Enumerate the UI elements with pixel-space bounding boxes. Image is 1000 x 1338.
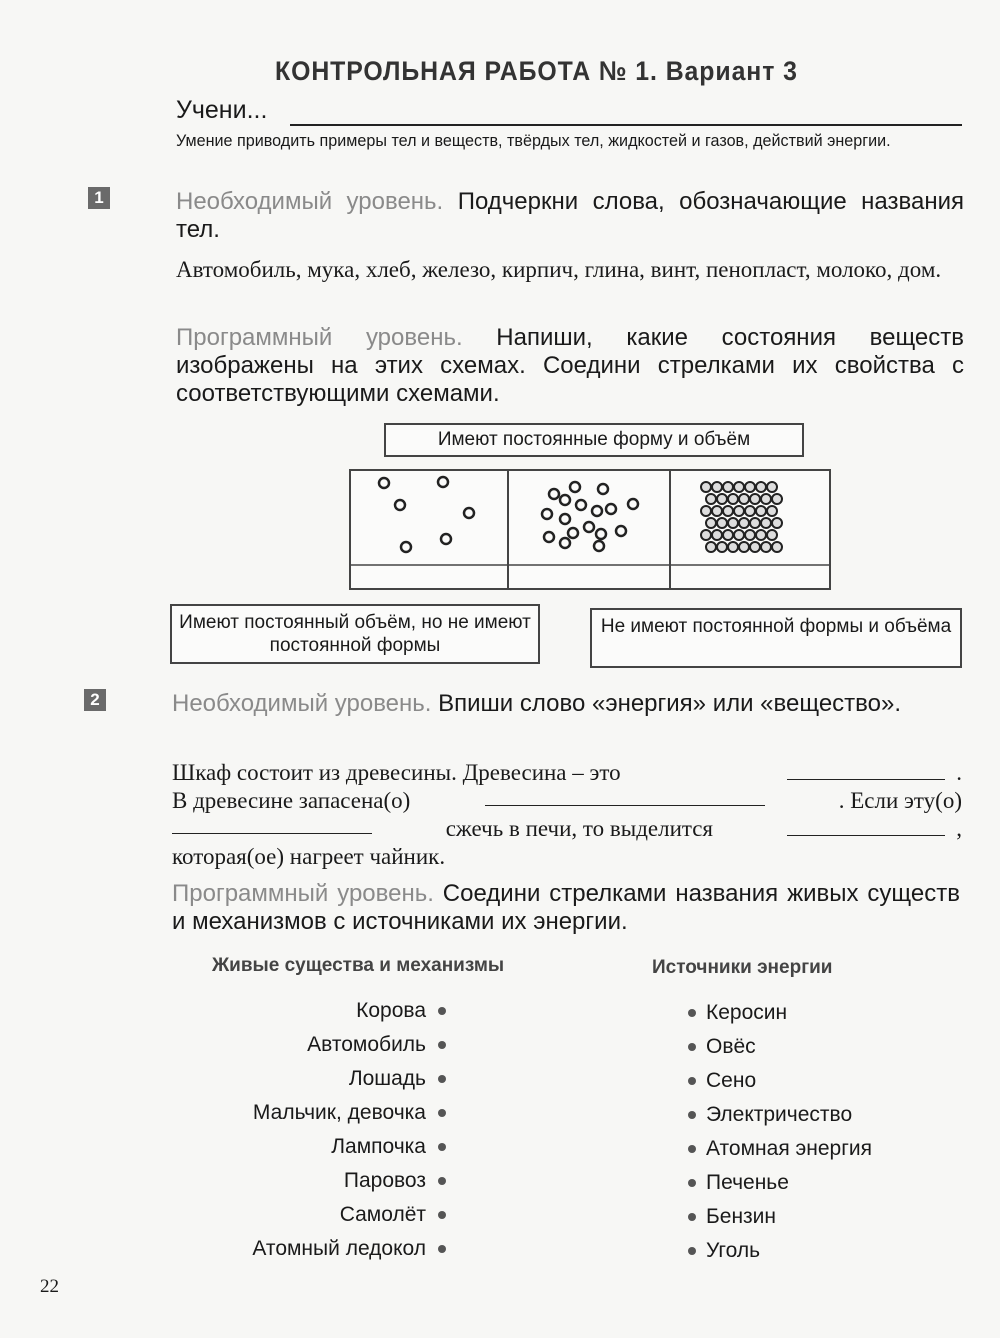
- left-column-header: Живые существа и механизмы: [212, 955, 505, 976]
- task-number-badge: 1: [88, 187, 110, 209]
- living-or-mechanism-item[interactable]: [252, 1164, 446, 1198]
- solid-particle: [750, 494, 760, 504]
- sentence-part: Шкаф состоит из древесины. Древесина – это: [172, 760, 621, 785]
- solid-particle: [772, 494, 782, 504]
- solid-particle: [767, 530, 777, 540]
- item-label: Мальчик, девочка: [252, 1101, 426, 1124]
- solid-particle: [717, 494, 727, 504]
- solid-particle: [734, 506, 744, 516]
- connector-dot-icon[interactable]: [688, 1077, 696, 1085]
- solid-particle: [734, 482, 744, 492]
- solid-particle: [706, 494, 716, 504]
- solid-particle: [750, 542, 760, 552]
- solid-particle: [717, 518, 727, 528]
- solid-particle: [745, 506, 755, 516]
- living-or-mechanism-item[interactable]: [252, 1198, 446, 1232]
- answer-blank[interactable]: [172, 815, 372, 834]
- connector-dot-icon[interactable]: [688, 1179, 696, 1187]
- property-box-gas[interactable]: Не имеют постоянной формы и объёма: [590, 608, 962, 668]
- connector-dot-icon[interactable]: [438, 1041, 446, 1049]
- right-items-list: [688, 996, 872, 1268]
- student-name-line[interactable]: [290, 124, 962, 126]
- connector-dot-icon[interactable]: [438, 1211, 446, 1219]
- task-instruction: Соедини стрелками названия живых существ и механизмов с источниками их энергии.: [172, 880, 960, 935]
- living-or-mechanism-item[interactable]: [252, 1130, 446, 1164]
- task2-required: [172, 690, 960, 718]
- living-or-mechanism-item[interactable]: [252, 994, 446, 1028]
- solid-particle: [767, 506, 777, 516]
- item-label: Атомный ледокол: [252, 1237, 426, 1260]
- solid-particle: [745, 530, 755, 540]
- item-label: Лошадь: [348, 1067, 426, 1090]
- item-label: Печенье: [706, 1171, 789, 1194]
- states-of-matter-scheme: [349, 469, 831, 591]
- task1-required: [176, 188, 964, 244]
- solid-particle: [756, 506, 766, 516]
- task-number-badge: 2: [84, 689, 106, 711]
- solid-particle: [739, 494, 749, 504]
- sentence-part: . Если эту(о): [838, 788, 962, 813]
- solid-particle: [717, 542, 727, 552]
- connector-dot-icon[interactable]: [688, 1145, 696, 1153]
- page-title: КОНТРОЛЬНАЯ РАБОТА № 1. Вариант 3: [275, 56, 798, 86]
- item-label: Лампочка: [331, 1135, 426, 1158]
- connector-dot-icon[interactable]: [438, 1007, 446, 1015]
- property-box-solid[interactable]: Имеют постоянные форму и объём: [384, 423, 804, 457]
- task-instruction: Впиши слово «энергия» или «вещество».: [438, 690, 902, 717]
- sentence-part: .: [956, 760, 962, 785]
- energy-source-item[interactable]: [688, 1234, 872, 1268]
- solid-particle: [728, 494, 738, 504]
- task1-program: [176, 324, 964, 408]
- solid-particle: [772, 518, 782, 528]
- solid-particle: [701, 482, 711, 492]
- level-label: Необходимый уровень.: [176, 188, 444, 215]
- solid-particle: [739, 518, 749, 528]
- solid-particle: [756, 482, 766, 492]
- connector-dot-icon[interactable]: [688, 1247, 696, 1255]
- item-label: Бензин: [706, 1205, 777, 1228]
- solid-particle: [712, 530, 722, 540]
- connector-dot-icon[interactable]: [688, 1213, 696, 1221]
- sentence-part: ,: [956, 816, 962, 841]
- item-label: Сено: [706, 1069, 757, 1092]
- solid-particle: [712, 506, 722, 516]
- property-box-liquid[interactable]: Имеют постоянный объём, но не имеют постоянной формы: [170, 604, 540, 664]
- sentence-part: В древесине запасена(о): [172, 788, 411, 813]
- connector-dot-icon[interactable]: [438, 1245, 446, 1253]
- left-items-list: [252, 994, 446, 1266]
- solid-particle: [767, 482, 777, 492]
- connector-dot-icon[interactable]: [688, 1009, 696, 1017]
- task2-program: [172, 880, 960, 936]
- solid-particle: [761, 494, 771, 504]
- solid-particle: [734, 530, 744, 540]
- solid-particle: [706, 518, 716, 528]
- solid-particle: [728, 518, 738, 528]
- solid-particle: [728, 542, 738, 552]
- task1-word-list: Автомобиль, мука, хлеб, железо, кирпич, глина, винт, пенопласт, молоко, дом.: [176, 257, 942, 282]
- connector-dot-icon[interactable]: [688, 1043, 696, 1051]
- item-label: Электричество: [706, 1103, 853, 1126]
- living-or-mechanism-item[interactable]: [252, 1232, 446, 1266]
- energy-source-item[interactable]: [688, 996, 872, 1030]
- item-label: Керосин: [706, 1001, 788, 1024]
- solid-particle: [745, 482, 755, 492]
- skill-description: Умение приводить примеры тел и веществ, твёрдых тел, жидкостей и газов, действий энергии.: [176, 131, 891, 150]
- item-label: Корова: [356, 999, 426, 1022]
- solid-particle: [723, 530, 733, 540]
- solid-particle: [772, 542, 782, 552]
- solid-particle: [761, 518, 771, 528]
- page-number: 22: [40, 1276, 59, 1297]
- task2-fill-in-text: [172, 759, 962, 871]
- sentence-part: сжечь в печи, то выделится: [445, 816, 714, 841]
- item-label: Овёс: [706, 1035, 756, 1058]
- answer-blank[interactable]: [787, 817, 945, 836]
- task-instruction: Подчеркни слова, обозначающие названия тел.: [176, 188, 964, 243]
- connector-dot-icon[interactable]: [438, 1143, 446, 1151]
- item-label: Атомная энергия: [706, 1137, 872, 1160]
- solid-particle: [706, 542, 716, 552]
- item-label: Автомобиль: [307, 1033, 426, 1056]
- connector-dot-icon[interactable]: [688, 1111, 696, 1119]
- sentence-part: которая(ое) нагреет чайник.: [172, 844, 446, 869]
- energy-source-item[interactable]: [688, 1200, 872, 1234]
- solid-particle: [701, 506, 711, 516]
- connector-dot-icon[interactable]: [438, 1075, 446, 1083]
- living-or-mechanism-item[interactable]: [252, 1096, 446, 1130]
- level-label: Программный уровень.: [172, 880, 434, 907]
- connector-dot-icon[interactable]: [438, 1177, 446, 1185]
- solid-particle: [723, 482, 733, 492]
- item-label: Паровоз: [343, 1169, 426, 1192]
- level-label: Необходимый уровень.: [172, 690, 432, 717]
- solid-particle: [712, 482, 722, 492]
- solid-particle: [750, 518, 760, 528]
- student-label: Учени...: [176, 96, 268, 124]
- energy-source-item[interactable]: [688, 1064, 872, 1098]
- answer-blank[interactable]: [787, 761, 945, 780]
- task-instruction: Напиши, какие состояния веществ изображены на этих схемах. Соедини стрелками их свойства с соответствующими схемами.: [176, 324, 965, 407]
- living-or-mechanism-item[interactable]: [252, 1028, 446, 1062]
- energy-source-item[interactable]: [688, 1030, 872, 1064]
- solid-particle: [739, 542, 749, 552]
- energy-source-item[interactable]: [688, 1132, 872, 1166]
- solid-particle: [756, 530, 766, 540]
- energy-source-item[interactable]: [688, 1098, 872, 1132]
- answer-blank[interactable]: [485, 787, 765, 806]
- connector-dot-icon[interactable]: [438, 1109, 446, 1117]
- energy-source-item[interactable]: [688, 1166, 872, 1200]
- solid-particle: [701, 530, 711, 540]
- item-label: Уголь: [706, 1239, 761, 1262]
- solid-particle: [761, 542, 771, 552]
- right-column-header: Источники энергии: [652, 957, 833, 978]
- level-label: Программный уровень.: [176, 324, 463, 351]
- living-or-mechanism-item[interactable]: [252, 1062, 446, 1096]
- item-label: Самолёт: [339, 1203, 426, 1226]
- solid-particle: [723, 506, 733, 516]
